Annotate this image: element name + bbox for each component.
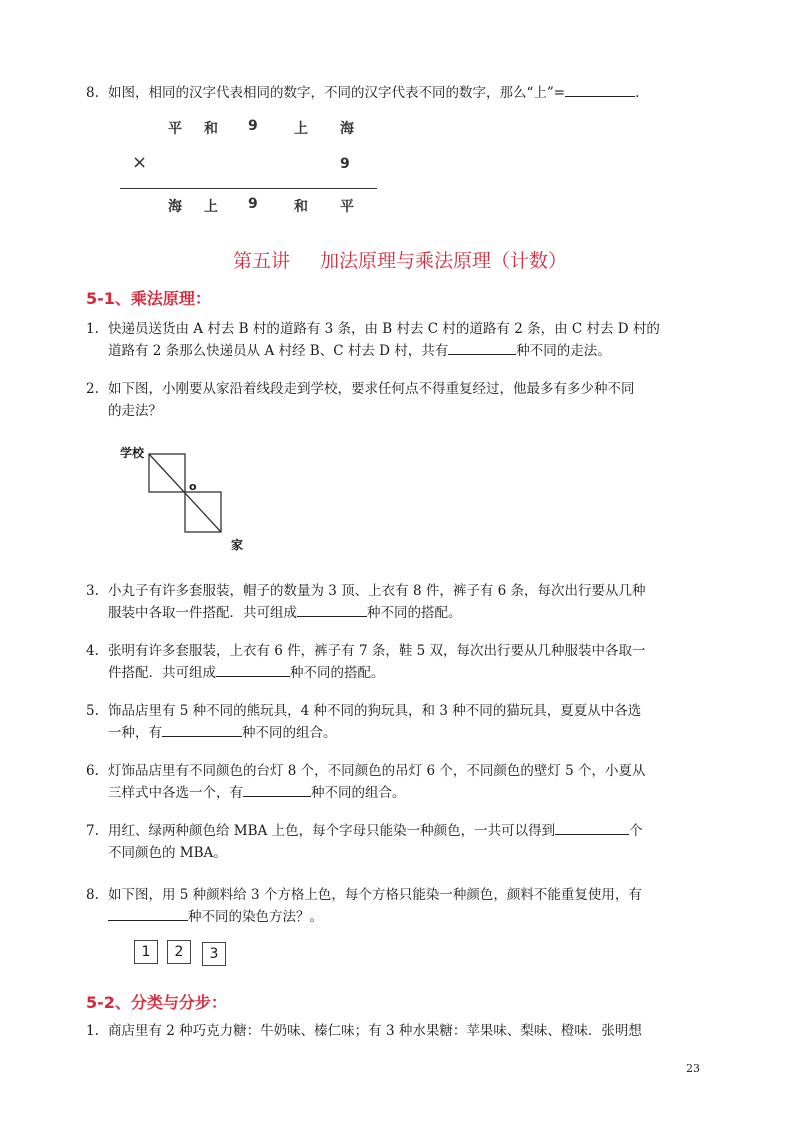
- answer-blank[interactable]: [565, 82, 635, 97]
- question-line: 三样式中各选一个，有: [108, 785, 243, 801]
- question-number: 1.: [86, 321, 99, 337]
- path-figure: [118, 440, 258, 555]
- answer-blank[interactable]: [448, 340, 516, 355]
- question-line: 一种，有: [108, 725, 162, 741]
- question-end: .: [635, 85, 640, 101]
- lecture-title: [0, 246, 800, 273]
- answer-blank[interactable]: [162, 722, 242, 737]
- s1-question-2: [86, 378, 726, 422]
- s1-question-4: [86, 640, 726, 684]
- answer-blank[interactable]: [297, 602, 367, 617]
- question-line-end: 种不同的走法。: [516, 343, 611, 359]
- question-number: 6.: [86, 763, 99, 779]
- question-line-end: 个: [629, 823, 643, 839]
- color-box-2: 2: [167, 940, 191, 964]
- puzzle-result-c5: 平: [340, 199, 354, 215]
- question-line-end: 种不同的组合。: [311, 785, 406, 801]
- puzzle-row1-c4: 上: [294, 121, 308, 137]
- question-line: 的走法？: [108, 403, 162, 419]
- answer-blank[interactable]: [216, 662, 290, 677]
- s1-question-5: [86, 700, 726, 744]
- question-line: 饰品店里有 5 种不同的熊玩具，4 种不同的狗玩具，和 3 种不同的猫玩具，夏夏从中各选: [108, 703, 642, 719]
- puzzle-result-c2: 上: [204, 199, 218, 215]
- question-number: 3.: [86, 583, 99, 599]
- label-home: 家: [231, 538, 244, 552]
- question-number: 1.: [86, 1023, 99, 1039]
- answer-blank[interactable]: [243, 782, 311, 797]
- question-line: 如下图，小刚要从家沿着线段走到学校，要求任何点不得重复经过，他最多有多少种不同: [108, 381, 635, 397]
- s1-question-1: [86, 318, 726, 362]
- question-line: 如下图，用 5 种颜料给 3 个方格上色，每个方格只能染一种颜色，颜料不能重复使用，有: [108, 887, 642, 903]
- puzzle-row1-c5: 海: [340, 121, 354, 137]
- question-line: 道路有 2 条那么快递员从 A 村经 B、C 村去 D 村，共有: [108, 343, 449, 359]
- question-number: 4.: [86, 643, 99, 659]
- s1-question-8: [86, 884, 726, 928]
- question-line-end: 种不同的搭配。: [367, 605, 462, 621]
- question-line-end: 种不同的搭配。: [290, 665, 385, 681]
- question-line: 小丸子有许多套服装，帽子的数量为 3 顶、上衣有 8 件，裤子有 6 条，每次出行要从几种: [108, 583, 646, 599]
- section-title-5-1: 5-1、乘法原理：: [86, 289, 211, 308]
- question-line-end: 种不同的染色方法？。: [188, 909, 323, 925]
- question-line: 灯饰品店里有不同颜色的台灯 8 个，不同颜色的吊灯 6 个，不同颜色的壁灯 5 个，小夏从: [108, 763, 646, 779]
- question-text: 如图，相同的汉字代表相同的数字，不同的汉字代表不同的数字，那么“上”=: [108, 85, 566, 101]
- question-line: 商店里有 2 种巧克力糖：牛奶味、榛仁味；有 3 种水果糖：苹果味、梨味、橙味．张明想: [108, 1023, 642, 1039]
- answer-blank[interactable]: [108, 906, 188, 921]
- puzzle-result-c1: 海: [168, 199, 182, 215]
- question-number: 7.: [86, 823, 99, 839]
- question-number: 5.: [86, 703, 99, 719]
- puzzle-row1-c1: 平: [168, 121, 182, 137]
- question-line: 用红、绿两种颜色给 MBA 上色，每个字母只能染一种颜色，一共可以得到: [108, 823, 556, 839]
- color-box-1: 1: [134, 940, 158, 964]
- lecture-topic: 加法原理与乘法原理（计数）: [320, 250, 568, 272]
- question-line: 服装中各取一件搭配．共可组成: [108, 605, 297, 621]
- label-school: 学校: [120, 446, 145, 460]
- question-number: 8.: [86, 85, 99, 101]
- answer-blank[interactable]: [555, 820, 629, 835]
- puzzle-result-c4: 和: [294, 199, 308, 215]
- question-line: 不同颜色的 MBA。: [108, 845, 227, 861]
- question-line: 件搭配．共可组成: [108, 665, 216, 681]
- question-line-end: 种不同的组合。: [242, 725, 337, 741]
- s1-question-6: [86, 760, 726, 804]
- question-line: 快递员送货由 A 村去 B 村的道路有 3 条，由 B 村去 C 村的道路有 2 条，由 C 村去 D 村的: [108, 321, 660, 337]
- label-center: o: [189, 480, 197, 493]
- lecture-number: 第五讲: [232, 250, 290, 272]
- section-title-5-2: 5-2、分类与分步：: [86, 993, 227, 1012]
- question-line: 张明有许多套服装，上衣有 6 件，裤子有 7 条，鞋 5 双，每次出行要从几种服装中各取一: [108, 643, 646, 659]
- s1-question-3: [86, 580, 726, 624]
- s1-question-7: [86, 820, 726, 864]
- prev-question-8: [86, 82, 726, 104]
- s2-question-1: [86, 1020, 726, 1042]
- page-number: 23: [686, 1062, 700, 1075]
- puzzle-operator: ×: [132, 152, 148, 173]
- puzzle-multiplier: 9: [340, 156, 350, 172]
- puzzle-result-c3: 9: [248, 196, 258, 212]
- puzzle-rule-line: [120, 188, 377, 189]
- puzzle-row1-c3: 9: [248, 118, 258, 134]
- question-number: 2.: [86, 381, 99, 397]
- question-number: 8.: [86, 887, 99, 903]
- puzzle-row1-c2: 和: [204, 121, 218, 137]
- color-box-3: 3: [202, 942, 226, 966]
